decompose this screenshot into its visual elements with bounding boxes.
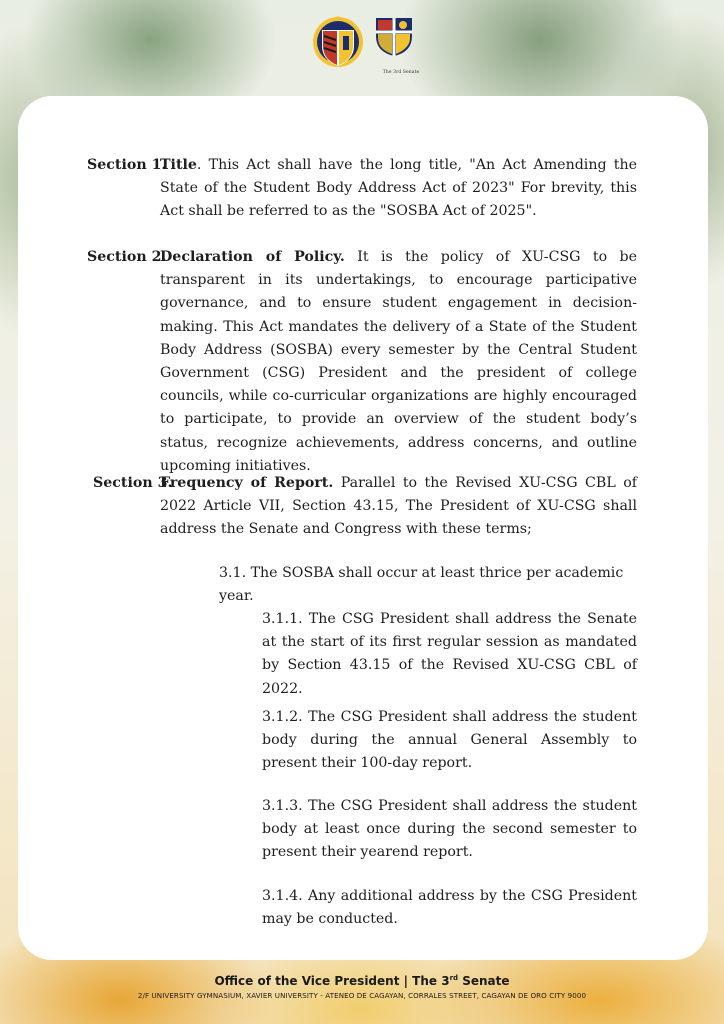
section-1-text xyxy=(160,154,637,224)
section-2-title: Declaration of Policy. xyxy=(160,249,345,265)
footer-office-title: Office of the Vice President | The 3rd Senate xyxy=(214,974,510,988)
clause-3-1: 3.1. The SOSBA shall occur at least thrice per academic year. xyxy=(219,565,624,605)
section-1-body: . This Act shall have the long title, "An Act Amending the State of the Student Body Address Act of 2023" For brevity, this Act shall be referred to as the "SOSBA Act of 2025". xyxy=(160,157,637,220)
senate-logo-icon xyxy=(372,14,416,58)
header-logos xyxy=(0,14,724,78)
section-1-title: Title xyxy=(160,157,197,173)
section-2-body: It is the policy of XU-CSG to be transparent in its undertakings, to encourage participative governance, and to ensure student engagement in decision-making. This Act mandates the delivery of a State of the Student Body Address (SOSBA) every semester by the Central Student Government (CSG) President and the president of college councils, while co-curricular organizations are highly encouraged to participate, to provide an overview of the student body’s status, recognize achievements, address concerns, and outline upcoming initiatives. xyxy=(160,249,637,474)
section-3-title: Frequency of Report. xyxy=(160,475,334,491)
section-2-text xyxy=(160,246,637,478)
clause-3-1-1: 3.1.1. The CSG President shall address the Senate at the start of its first regular session as mandated by Section 43.15 of the Revised XU-CSG CBL of 2022. xyxy=(262,611,637,697)
clause-3-1-2: 3.1.2. The CSG President shall address the student body during the annual General Assembly to present their 100-day report. xyxy=(262,709,637,772)
section-3-body: Parallel to the Revised XU-CSG CBL of 2022 Article VII, Section 43.15, The President of XU-CSG shall address the Senate and Congress with these terms; xyxy=(160,475,637,538)
section-3-label: Section 3. xyxy=(93,475,173,491)
senate-logo-caption: The 3rd Senate xyxy=(382,70,420,75)
clause-3-1-3: 3.1.3. The CSG President shall address the student body at least once during the second semester to present their yearend report. xyxy=(262,798,637,861)
section-1-label: Section 1. xyxy=(87,157,167,173)
university-seal-icon xyxy=(312,14,364,72)
section-3-text xyxy=(160,472,637,542)
footer-address: 2/F UNIVERSITY GYMNASIUM, XAVIER UNIVERSITY - ATENEO DE CAGAYAN, CORRALES STREET, CAGAYAN DE ORO CITY 9000 xyxy=(137,991,587,1000)
clause-3-1-4: 3.1.4. Any additional address by the CSG President may be conducted. xyxy=(262,888,637,928)
section-2-label: Section 2. xyxy=(87,249,167,265)
